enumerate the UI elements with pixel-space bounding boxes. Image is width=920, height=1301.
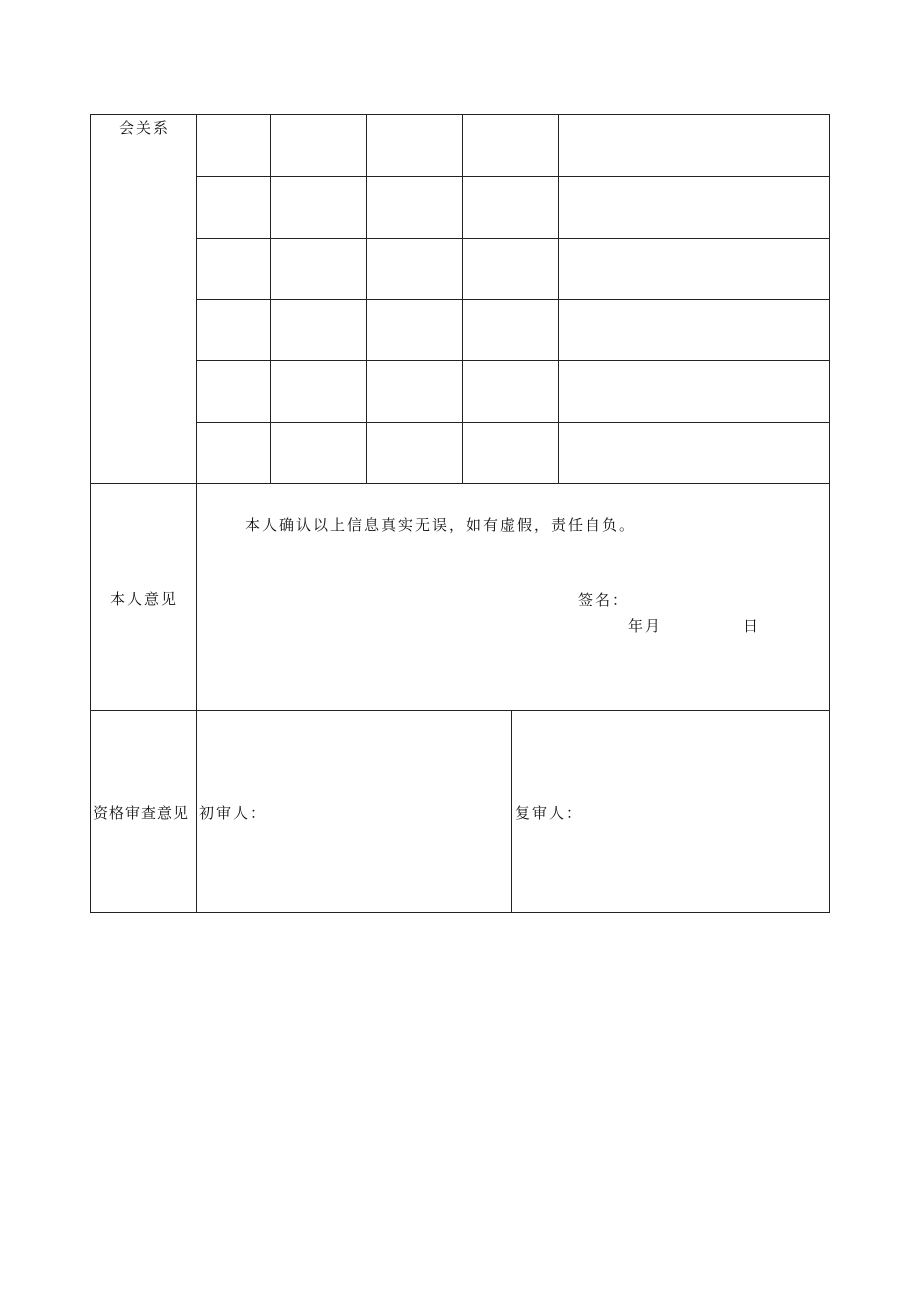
date-year-month-label: 年月 <box>628 617 663 635</box>
personal-opinion-label: 本人意见 <box>110 590 179 608</box>
column-divider <box>270 114 271 484</box>
column-divider <box>558 114 559 484</box>
row-divider <box>196 422 830 423</box>
second-reviewer-label: 复审人： <box>515 804 584 822</box>
section-divider <box>90 710 830 711</box>
confirmation-statement: 本人确认以上信息真实无误，如有虚假，责任自负。 <box>245 516 637 534</box>
column-divider <box>366 114 367 484</box>
label-column-divider <box>196 114 197 913</box>
first-reviewer-label: 初审人： <box>199 804 268 822</box>
column-divider <box>462 114 463 484</box>
row-divider <box>196 176 830 177</box>
family-relations-label: 会关系 <box>119 119 171 137</box>
row-divider <box>196 238 830 239</box>
signature-label: 签名： <box>578 591 630 609</box>
row-divider <box>196 299 830 300</box>
form-table <box>90 114 830 913</box>
reviewer-divider <box>511 710 512 913</box>
date-day-label: 日 <box>743 617 761 635</box>
qualification-review-label: 资格审查意见 <box>93 804 190 822</box>
row-divider <box>196 360 830 361</box>
section-divider <box>90 483 830 484</box>
